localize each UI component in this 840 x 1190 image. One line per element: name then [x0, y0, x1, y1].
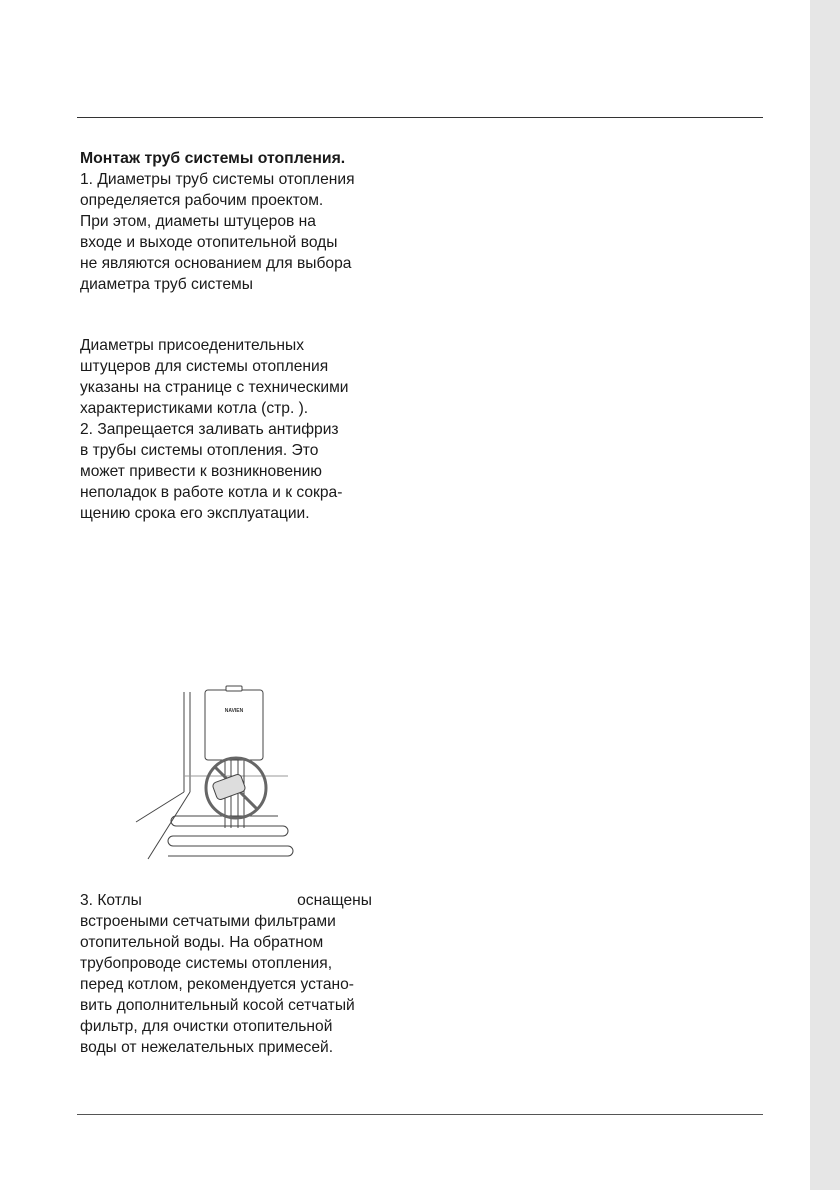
para1-line: При этом, диаметы штуцеров на — [80, 213, 316, 230]
section-2 — [80, 335, 372, 524]
section-1 — [80, 148, 372, 295]
para3-line: в трубы системы отопления. Это — [80, 442, 319, 459]
para2-line: указаны на странице с техническими — [80, 379, 349, 396]
para1-line: не являются основанием для выбора — [80, 255, 352, 272]
para4-line: трубопроводе системы отопления, — [80, 955, 333, 972]
para3-line: может привести к возникновению — [80, 463, 323, 480]
para4-first-line — [80, 890, 372, 911]
para4-line: фильтр, для очистки отопительной — [80, 1018, 333, 1035]
para4-line: встроеными сетчатыми фильтрами — [80, 913, 336, 930]
section-3 — [80, 890, 372, 1058]
para1-line: диаметра труб системы — [80, 276, 253, 293]
para4-line: отопительной воды. На обратном — [80, 934, 324, 951]
para4-line: воды от нежелательных примесей. — [80, 1039, 334, 1056]
para2-line: Диаметры присоеденительных — [80, 337, 305, 354]
boiler-brand-label: NAVIEN — [224, 708, 244, 714]
para2-line: штуцеров для системы отопления — [80, 358, 329, 375]
para4-line: вить дополнительный косой сетчатый — [80, 997, 355, 1014]
para3-line: неполадок в работе котла и к сокра- — [80, 484, 343, 501]
para4-line: перед котлом, рекомендуется устано- — [80, 976, 354, 993]
para4-first-left: 3. Котлы — [80, 892, 142, 909]
para1-line: 1. Диаметры труб системы отопления — [80, 171, 355, 188]
para3-line: 2. Запрещается заливать антифриз — [80, 421, 339, 438]
para4-first-right: оснащены — [297, 892, 372, 909]
antifreeze-canister — [212, 773, 246, 800]
section-title: Монтаж труб системы отопления. — [80, 150, 346, 167]
footer-rule — [77, 1114, 763, 1115]
para1-line: определяется рабочим проектом. — [80, 192, 324, 209]
para2-line: характеристиками котла (стр. ). — [80, 400, 309, 417]
floor-line — [136, 792, 184, 822]
boiler-antifreeze-illustration — [128, 684, 298, 864]
header-rule — [77, 117, 763, 118]
para1-line: входе и выходе отопительной воды — [80, 234, 338, 251]
para3-line: щению срока его эксплуатации. — [80, 505, 310, 522]
page-edge-strip — [810, 0, 840, 1190]
boiler-top — [226, 686, 242, 691]
boiler-body — [205, 690, 263, 760]
